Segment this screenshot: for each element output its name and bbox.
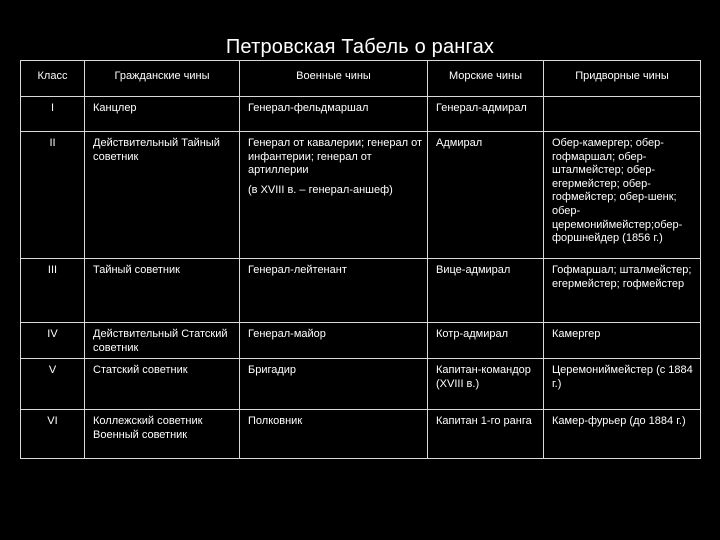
table-row	[21, 323, 701, 359]
civil-rank-cell: Статский советник	[85, 359, 240, 410]
military-rank-note: (в XVIII в. – генерал-аншеф)	[248, 183, 393, 196]
page-title: Петровская Табель о рангах	[225, 36, 495, 58]
court-rank-cell: Церемониймейстер (с 1884 г.)	[544, 359, 701, 410]
table-header-row	[21, 61, 701, 97]
class-cell: II	[21, 132, 85, 259]
civil-rank-cell	[85, 410, 240, 459]
court-rank-cell: Камер-фурьер (до 1884 г.)	[544, 410, 701, 459]
class-cell: IV	[21, 323, 85, 359]
civil-rank-cell: Канцлер	[85, 97, 240, 132]
court-rank-cell: Гофмаршал; шталмейстер; егермейстер; гофмейстер	[544, 259, 701, 323]
header-naval-ranks: Морские чины	[428, 61, 544, 97]
naval-rank-cell: Капитан 1-го ранга	[428, 410, 544, 459]
military-rank-cell: Генерал-лейтенант	[240, 259, 428, 323]
military-rank-text: Генерал от кавалерии; генерал от инфантерии; генерал от артиллерии	[248, 137, 422, 177]
naval-rank-cell: Котр-адмирал	[428, 323, 544, 359]
court-rank-cell: Обер-камергер; обер-гофмаршал; обер-шталмейстер; обер-егермейстер; обер-гофмейстер; обер-шенк; обер-церемониймейстер;обер-форшнейдер (1856 г.)	[544, 132, 701, 259]
civil-rank-cell: Тайный советник	[85, 259, 240, 323]
table-row	[21, 259, 701, 323]
table-row	[21, 97, 701, 132]
header-military-ranks: Военные чины	[240, 61, 428, 97]
header-civil-ranks: Гражданские чины	[85, 61, 240, 97]
civil-rank-cell: Действительный Статский советник	[85, 323, 240, 359]
military-rank-cell: Полковник	[240, 410, 428, 459]
table-row	[21, 410, 701, 459]
court-rank-cell: Камергер	[544, 323, 701, 359]
military-rank-cell: Генерал-майор	[240, 323, 428, 359]
table-row	[21, 132, 701, 259]
header-court-ranks: Придворные чины	[544, 61, 701, 97]
military-rank-cell	[240, 132, 428, 259]
ranks-table	[20, 60, 701, 459]
civil-rank-text: Коллежский советник	[93, 415, 203, 428]
civil-rank-cell: Действительный Тайный советник	[85, 132, 240, 259]
class-cell: V	[21, 359, 85, 410]
naval-rank-cell: Генерал-адмирал	[428, 97, 544, 132]
table-row	[21, 359, 701, 410]
class-cell: III	[21, 259, 85, 323]
class-cell: VI	[21, 410, 85, 459]
header-class: Класс	[21, 61, 85, 97]
naval-rank-cell: Вице-адмирал	[428, 259, 544, 323]
civil-rank-text-2: Военный советник	[93, 428, 188, 441]
court-rank-cell	[544, 97, 701, 132]
naval-rank-cell: Капитан-командор (XVIII в.)	[428, 359, 544, 410]
military-rank-cell: Генерал-фельдмаршал	[240, 97, 428, 132]
class-cell: I	[21, 97, 85, 132]
naval-rank-cell: Адмирал	[428, 132, 544, 259]
military-rank-cell: Бригадир	[240, 359, 428, 410]
